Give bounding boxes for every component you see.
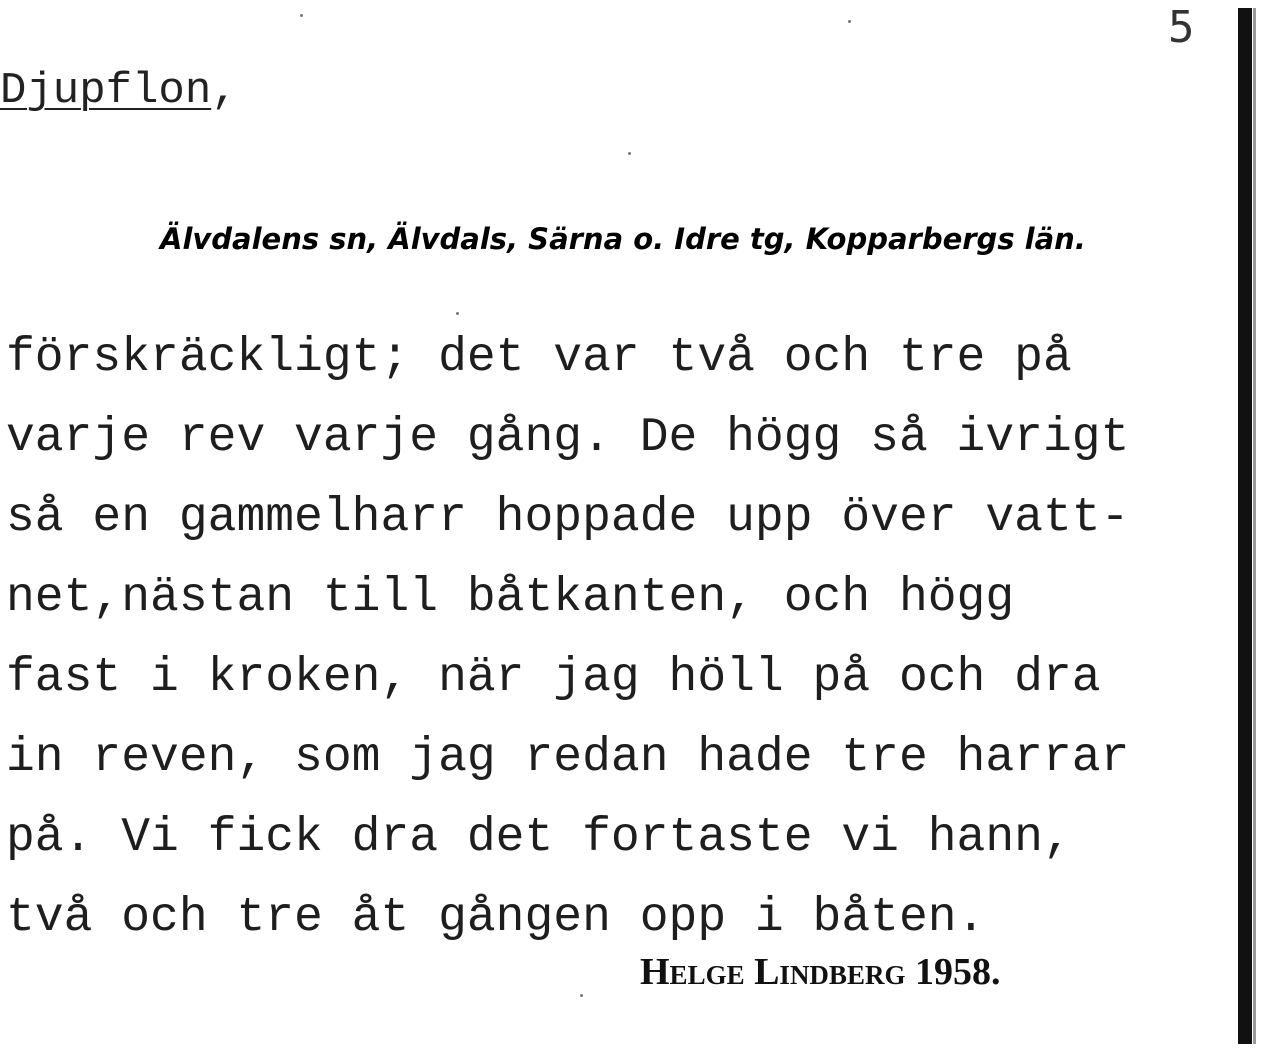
body-line: så en gammelharr hoppade upp över vatt- [6,491,1130,545]
scan-edge-shadow [1253,8,1256,1044]
body-line: net,nästan till båtkanten, och högg [6,571,1015,625]
scan-speck [848,20,851,23]
body-line: förskräckligt; det var två och tre på [6,331,1072,385]
location-line: Älvdalens sn, Älvdals, Särna o. Idre tg, Kopparbergs län. [160,222,1086,256]
body-line: in reven, som jag redan hade tre harrar [6,731,1130,785]
body-line: fast i kroken, när jag höll på och dra [6,651,1101,705]
place-name-suffix: , [211,66,238,116]
place-name: Djupflon [0,66,212,116]
scan-speck [580,994,583,997]
scan-edge-bar [1238,8,1252,1044]
body-text [6,318,1129,958]
signature: Helge Lindberg 1958. [640,951,1001,993]
place-title [0,66,238,116]
body-line: varje rev varje gång. De högg så ivrigt [6,411,1130,465]
scan-speck [628,152,631,155]
body-line: två och tre åt gången opp i båten. [6,891,986,945]
body-line: på. Vi fick dra det fortaste vi hann, [6,811,1072,865]
scan-speck [300,14,303,17]
page-number: 5 [1168,2,1195,53]
scan-speck [456,312,459,315]
